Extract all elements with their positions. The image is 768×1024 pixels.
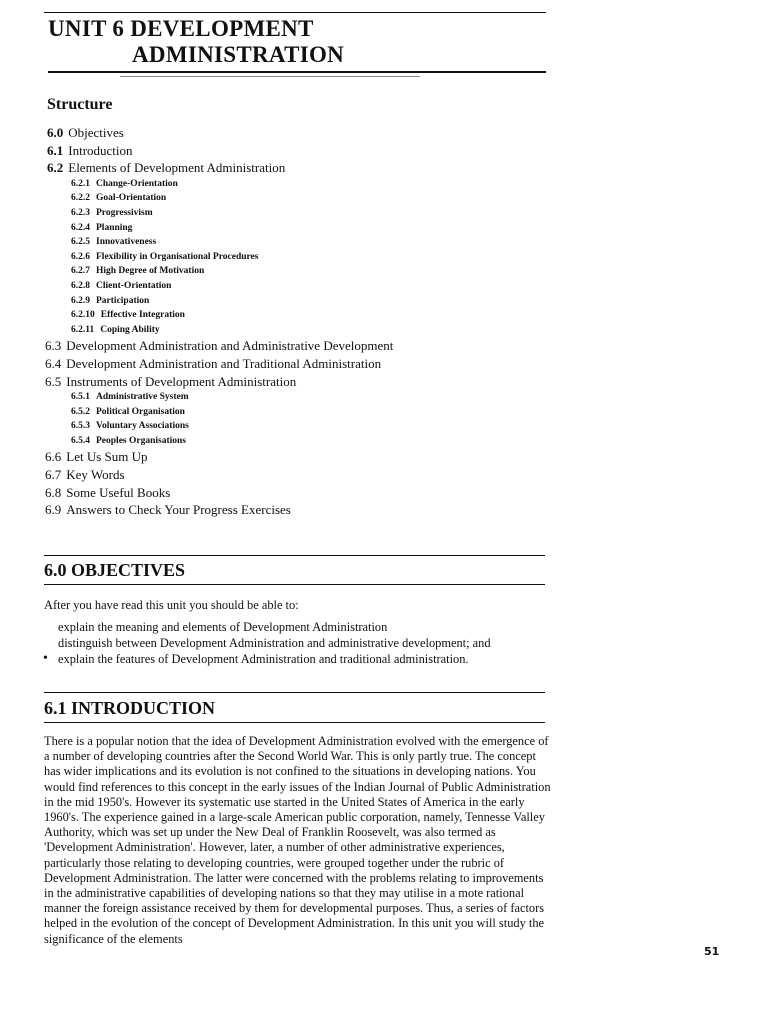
unit-title-line1: UNIT 6 DEVELOPMENT xyxy=(48,16,314,41)
structure-item-label: Coping Ability xyxy=(100,324,160,335)
structure-item-number: 6.4 xyxy=(45,355,62,371)
objectives-intro: After you have read this unit you should be able to: xyxy=(44,598,299,612)
unit-title-line2: ADMINISTRATION xyxy=(132,42,345,67)
structure-item-number: 6.2.5 xyxy=(71,237,90,248)
structure-item-number: 6.2.10 xyxy=(71,310,95,321)
structure-item xyxy=(45,337,545,355)
structure-item-number: 6.2.9 xyxy=(71,295,90,306)
structure-item-number: 6.6 xyxy=(45,449,62,465)
structure-item-label: Objectives xyxy=(68,125,124,140)
top-rule xyxy=(44,12,546,13)
structure-item-number: 6.2.6 xyxy=(71,251,90,262)
structure-item-number: 6.5 xyxy=(45,373,62,389)
structure-item xyxy=(45,373,545,391)
structure-item-label: Client-Orientation xyxy=(96,280,172,291)
structure-item-number: 6.8 xyxy=(45,484,62,500)
objectives-rule-bottom xyxy=(44,584,545,585)
structure-item xyxy=(45,279,545,294)
structure-item-label: Development Administration and Administrative Development xyxy=(66,338,394,354)
structure-item-number: 6.2.8 xyxy=(71,280,90,291)
structure-item xyxy=(45,177,545,192)
structure-item-label: Peoples Organisations xyxy=(96,435,186,446)
structure-item-label: Some Useful Books xyxy=(66,484,171,500)
structure-item xyxy=(45,434,545,449)
structure-item-number: 6.5.4 xyxy=(71,435,90,446)
structure-item-label: Effective Integration xyxy=(100,310,185,321)
structure-item xyxy=(45,308,545,323)
objective-text: distinguish between Development Administration and administrative development; and xyxy=(58,636,491,650)
structure-item xyxy=(45,235,545,250)
structure-item-number: 6.2.11 xyxy=(71,324,95,335)
structure-item-number: 6.5.1 xyxy=(71,392,90,403)
structure-item-number: 6.3 xyxy=(45,338,62,354)
structure-item-number: 6.9 xyxy=(45,502,62,518)
structure-item xyxy=(45,448,545,466)
objective-item xyxy=(58,619,558,635)
introduction-rule-top xyxy=(44,692,545,693)
structure-item-label: Instruments of Development Administration xyxy=(66,373,297,389)
objective-item xyxy=(43,651,558,667)
objectives-rule-top xyxy=(44,555,545,556)
structure-item xyxy=(45,142,545,160)
structure-heading: Structure xyxy=(47,96,113,113)
bullet-icon: • xyxy=(43,651,48,666)
structure-item-label: Let Us Sum Up xyxy=(66,449,148,465)
objective-item xyxy=(58,635,558,651)
structure-item-label: Development Administration and Traditional Administration xyxy=(66,355,382,371)
structure-item-label: Innovativeness xyxy=(96,237,157,248)
structure-item xyxy=(45,124,545,142)
structure-item xyxy=(45,264,545,279)
structure-item-label: Voluntary Associations xyxy=(96,421,189,432)
structure-item-number: 6.5.2 xyxy=(71,406,90,417)
structure-item-label: Political Organisation xyxy=(96,406,185,417)
structure-item-label: High Degree of Motivation xyxy=(96,266,205,277)
introduction-rule-bottom xyxy=(44,722,545,723)
structure-item-label: Answers to Check Your Progress Exercises xyxy=(66,502,291,518)
structure-item-label: Elements of Development Administration xyxy=(68,160,286,176)
objective-text: explain the meaning and elements of Development Administration xyxy=(58,620,388,634)
structure-item-label: Key Words xyxy=(66,467,125,483)
objective-text: explain the features of Development Administration and traditional administration. xyxy=(58,652,469,666)
structure-item-label: Planning xyxy=(96,222,133,233)
structure-item xyxy=(45,390,545,405)
objectives-heading: 6.0 OBJECTIVES xyxy=(44,560,186,580)
structure-item-number: 6.5.3 xyxy=(71,421,90,432)
structure-item-number: 6.2 xyxy=(47,160,64,176)
title-underline-thin xyxy=(120,76,420,77)
structure-item xyxy=(45,250,545,265)
structure-item xyxy=(45,294,545,309)
structure-item xyxy=(45,159,545,177)
structure-item-number: 6.2.2 xyxy=(71,193,90,204)
introduction-text: There is a popular notion that the idea of Development Administration evolved with the emergence of a number of developing countries after the Second World War. This is only partly true. The concept has wider implications and its evolution is not confined to the situations in developing nations. You would find references to this concept in the early issues of the Indian Journal of Public Administration in the mid 1950's. However its systematic use started in the United States of America in the early 1960's. The experience gained in a large-scale American public corporation, namely, Tennesse Valley Authority, which was set up under the New Deal of Franklin Roosevelt, was also termed as 'Development Administration'. However, later, a number of other administrative experiences, particularly those relating to developing countries, were grouped together under the rubric of Development Administration. The latter were concerned with the problems relating to improvements in the administrative capabilities of developing nations so that they may utilise in a mote rational manner the foreign assistance received by them for developmental purposes. Thus, a series of factors helped in the evolution of the concept of Development Administration. In this unit you will study the significance of the elements xyxy=(44,734,551,946)
page-number: 51 xyxy=(704,945,720,958)
objectives-list xyxy=(43,619,558,667)
structure-item xyxy=(45,323,545,338)
structure-item-label: Goal-Orientation xyxy=(96,193,167,204)
unit-title xyxy=(48,16,344,68)
structure-item xyxy=(45,501,545,519)
structure-item xyxy=(45,191,545,206)
introduction-heading: 6.1 INTRODUCTION xyxy=(44,698,216,718)
structure-item-number: 6.0 xyxy=(47,125,64,140)
structure-item xyxy=(45,355,545,373)
structure-item-number: 6.2.3 xyxy=(71,207,90,218)
structure-item-label: Introduction xyxy=(68,142,133,158)
structure-item-number: 6.2.7 xyxy=(71,266,90,277)
structure-item-label: Flexibility in Organisational Procedures xyxy=(96,251,259,262)
structure-list xyxy=(45,124,545,519)
structure-item xyxy=(45,419,545,434)
structure-item-label: Participation xyxy=(96,295,150,306)
structure-item-number: 6.1 xyxy=(47,142,64,158)
structure-item-label: Administrative System xyxy=(96,392,189,403)
structure-item xyxy=(45,206,545,221)
structure-item-number: 6.2.1 xyxy=(71,178,90,189)
title-underline xyxy=(48,71,546,73)
structure-item-label: Change-Orientation xyxy=(96,178,178,189)
structure-item-number: 6.7 xyxy=(45,467,62,483)
structure-item xyxy=(45,484,545,502)
structure-item xyxy=(45,405,545,420)
structure-item-label: Progressivism xyxy=(96,207,153,218)
structure-item-number: 6.2.4 xyxy=(71,222,90,233)
structure-item xyxy=(45,221,545,236)
structure-item xyxy=(45,466,545,484)
